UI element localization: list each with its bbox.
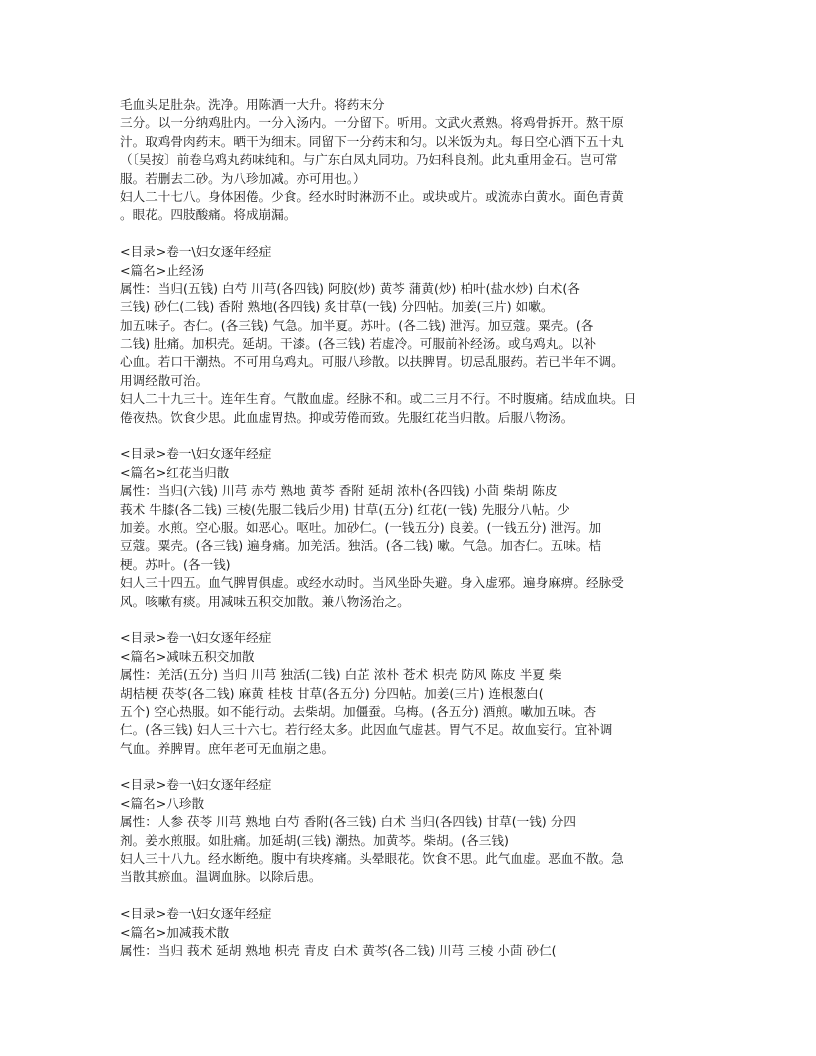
text-line: <目录>卷一\妇女逐年经症 (120, 446, 272, 462)
text-line: 风。咳嗽有痰。用减味五积交加散。兼八物汤治之。 (120, 593, 410, 609)
text-line: <篇名>八珍散 (120, 795, 205, 811)
text-line: 当散其瘀血。温调血脉。以除后患。 (120, 869, 322, 885)
text-line: <目录>卷一\妇女逐年经症 (120, 244, 272, 260)
text-line: 属性：当归(五钱) 白芍 川芎(各四钱) 阿胶(炒) 黄芩 蒲黄(炒) 柏叶(盐水炒) 白术(各 (120, 280, 580, 296)
text-line: <目录>卷一\妇女逐年经症 (120, 777, 272, 793)
text-line: 属性：当归(六钱) 川芎 赤芍 熟地 黄芩 香附 延胡 浓朴(各四钱) 小茴 柴胡 陈皮 (120, 483, 558, 499)
text-line: 二钱) 肚痛。加枳壳。延胡。干漆。(各三钱) 若虚冷。可服前补经汤。或乌鸡丸。以补 (120, 336, 597, 352)
text-line: 服。若删去二砂。为八珍加减。亦可用也。） (120, 170, 366, 186)
blank-line (120, 611, 696, 629)
text-line: <篇名>止经汤 (120, 262, 205, 278)
blank-line (120, 887, 696, 905)
text-line: <篇名>红花当归散 (120, 464, 230, 480)
blank-line (120, 758, 696, 776)
text-line: 。眼花。四肢酸痛。将成崩漏。 (120, 207, 297, 223)
text-line: 气血。养脾胃。庶年老可无血崩之患。 (120, 740, 335, 756)
text-line: 胡桔梗 茯苓(各二钱) 麻黄 桂枝 甘草(各五分) 分四帖。加姜(三片) 连根葱白( (120, 685, 544, 701)
text-line: 剂。姜水煎服。如肚痛。加延胡(三钱) 潮热。加黄芩。柴胡。(各三钱) (120, 832, 509, 848)
text-line: 心血。若口干潮热。不可用乌鸡丸。可服八珍散。以扶脾胃。切忌乱服药。若已半年不调。 (120, 354, 624, 370)
text-line: <目录>卷一\妇女逐年经症 (120, 630, 272, 646)
text-line: 妇人二十九三十。连年生育。气散血虚。经脉不和。或二三月不行。不时腹痛。结成血块。日 (120, 391, 637, 407)
text-line: 属性：人参 茯苓 川芎 熟地 白芍 香附(各三钱) 白术 当归(各四钱) 甘草(一钱) 分四 (120, 814, 576, 830)
text-line: 仁。(各三钱) 妇人三十六七。若行经太多。此因血气虚甚。胃气不足。故血妄行。宜补调 (120, 722, 613, 738)
text-line: <篇名>加减莪术散 (120, 924, 230, 940)
text-line: 妇人二十七八。身体困倦。少食。经水时时淋沥不止。或块或片。或流赤白黄水。面色青黄 (120, 188, 624, 204)
document-page (120, 96, 696, 960)
text-line: 汁。取鸡骨肉药末。晒干为细末。同留下一分药末和匀。以米饭为丸。每日空心酒下五十丸 (120, 133, 624, 149)
text-line: 属性：羌活(五分) 当归 川芎 独活(二钱) 白芷 浓朴 苍术 枳壳 防风 陈皮 半夏 柴 (120, 667, 562, 683)
text-line: （〔吴按〕前卷乌鸡丸药味纯和。与广东白凤丸同功。乃妇科良剂。此丸重用金石。岂可常 (120, 152, 618, 168)
text-line: 倦夜热。饮食少思。此血虚胃热。抑或劳倦而致。先服红花当归散。后服八物汤。 (120, 409, 574, 425)
text-line: 加五味子。杏仁。(各三钱) 气急。加半夏。苏叶。(各二钱) 泄泻。加豆蔻。粟壳。(各 (120, 317, 594, 333)
text-line: 梗。苏叶。(各一钱) (120, 556, 231, 572)
text-line: 毛血头足肚杂。洗净。用陈酒一大升。将药末分 (120, 97, 385, 112)
blank-line (120, 225, 696, 243)
text-line: <目录>卷一\妇女逐年经症 (120, 906, 272, 922)
blank-line (120, 427, 696, 445)
text-line: 三分。以一分纳鸡肚内。一分入汤内。一分留下。听用。文武火煮熟。将鸡骨拆开。熬干原 (120, 115, 624, 131)
text-line: 妇人三十四五。血气脾胃俱虚。或经水动时。当风坐卧失避。身入虚邪。遍身麻痹。经脉受 (120, 575, 624, 591)
text-line: 属性：当归 莪术 延胡 熟地 枳壳 青皮 白术 黄芩(各二钱) 川芎 三棱 小茴 砂仁( (120, 942, 557, 958)
text-line: 加姜。水煎。空心服。如恶心。呕吐。加砂仁。(一钱五分) 良姜。(一钱五分) 泄泻。加 (120, 519, 602, 535)
text-line: 用调经散可治。 (120, 372, 209, 388)
text-line: 五个) 空心热服。如不能行动。去柴胡。加僵蚕。乌梅。(各五分) 酒煎。嗽加五味。杏 (120, 703, 597, 719)
text-line: 三钱) 砂仁(二钱) 香附 熟地(各四钱) 炙甘草(一钱) 分四帖。加姜(三片) 如嗽。 (120, 299, 554, 315)
text-line: 豆蔻。粟壳。(各三钱) 遍身痛。加羌活。独活。(各二钱) 嗽。气急。加杏仁。五味。桔 (120, 538, 602, 554)
text-line: 莪术 牛膝(各二钱) 三棱(先服二钱后少用) 甘草(五分) 红花(一钱) 先服分八帖。少 (120, 501, 570, 517)
text-line: 妇人三十八九。经水断绝。腹中有块疼痛。头晕眼花。饮食不思。此气血虚。恶血不散。急 (120, 851, 624, 867)
text-line: <篇名>减味五积交加散 (120, 648, 255, 664)
